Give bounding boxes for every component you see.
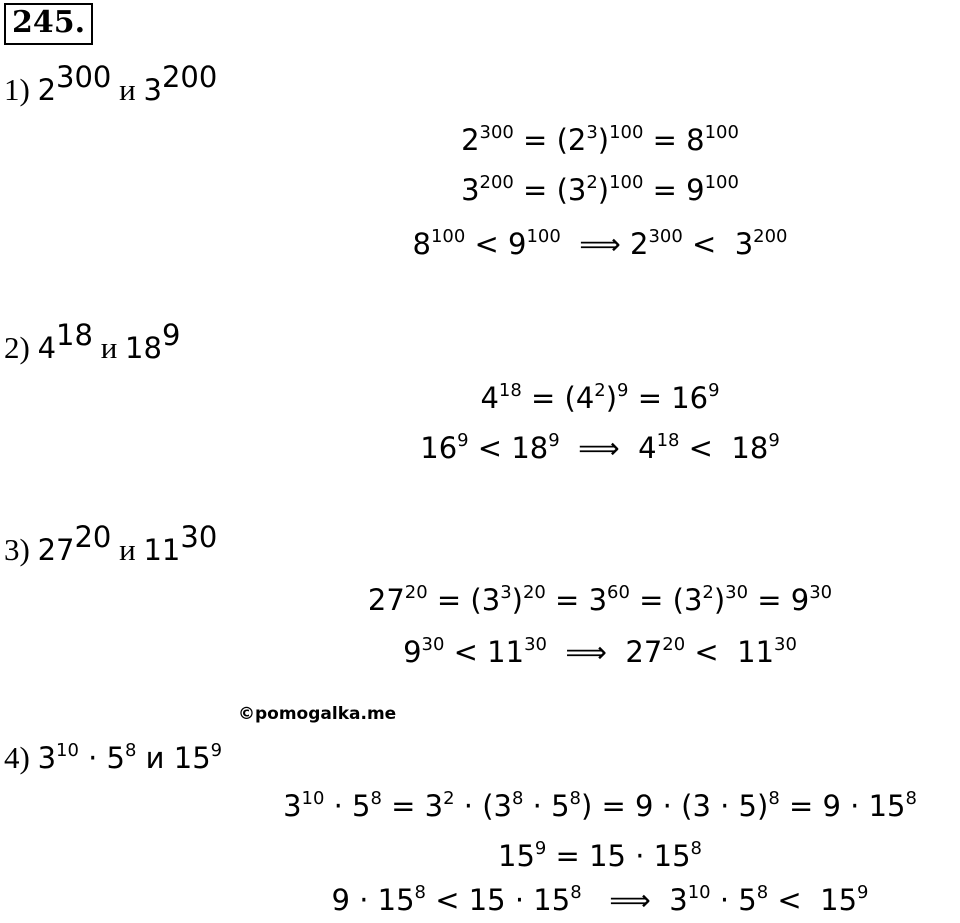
exponent: 30: [809, 582, 833, 604]
exponent: 100: [526, 226, 561, 248]
exponent: 2: [702, 582, 714, 604]
exponent: 2: [594, 380, 606, 402]
math-text: = 3: [545, 583, 608, 617]
exponent: 30: [774, 634, 797, 656]
part-4-label: 4): [4, 740, 30, 775]
exponent: 8: [370, 788, 382, 810]
exponent: 20: [662, 634, 686, 656]
exponent: 100: [609, 122, 644, 144]
exponent: 30: [524, 634, 547, 656]
part-4-line-2: [240, 836, 960, 876]
exponent: 30: [421, 634, 445, 656]
exponent: 9: [617, 380, 629, 402]
math-text: · 5: [710, 883, 757, 917]
part-1-line-1: [240, 120, 960, 160]
math-text: 3: [283, 789, 302, 823]
part-3-b-exp: 30: [180, 520, 218, 555]
exponent: 18: [498, 380, 522, 402]
part-4-task: [38, 741, 223, 775]
math-text: 16: [420, 431, 458, 465]
math-text: = 9: [643, 173, 705, 207]
math-text: = (: [427, 583, 482, 617]
math-text: ): [605, 381, 618, 415]
math-text: ): [511, 583, 523, 617]
math-text: 9: [403, 635, 422, 669]
math-text: < 15 · 15: [425, 883, 571, 917]
exponent: 8: [511, 788, 524, 810]
math-text: < 3: [682, 227, 754, 261]
part-1-a: 2: [37, 73, 57, 107]
part-1-heading: [4, 60, 218, 110]
math-text: < 18: [679, 431, 769, 465]
part-1-line-3: [240, 224, 960, 264]
exponent: 8: [690, 838, 702, 860]
part-2-a: 4: [37, 331, 57, 365]
exponent: 8: [570, 882, 582, 904]
math-text: = 15 · 15: [546, 839, 691, 873]
exponent: 60: [607, 582, 630, 604]
exponent: 8: [905, 788, 917, 810]
exponent: 9: [857, 882, 869, 904]
part-2-conj: и: [100, 330, 118, 365]
part-2-line-1: [240, 378, 960, 418]
math-text: = (: [513, 173, 568, 207]
math-text: 3: [683, 583, 703, 617]
exponent: 100: [430, 226, 466, 248]
part-1-b: 3: [143, 73, 162, 107]
part-2-label: 2): [4, 330, 30, 365]
exponent: 300: [479, 122, 514, 144]
part-3-b: 11: [143, 533, 181, 567]
exponent: 2: [586, 172, 598, 194]
part-2-heading: [4, 318, 181, 368]
part-3-a-exp: 20: [74, 520, 112, 555]
math-text: ⟹ 3: [581, 883, 688, 917]
exponent: 200: [479, 172, 514, 194]
part-4-heading: [4, 738, 222, 778]
part-3-a: 27: [37, 533, 75, 567]
math-text: 4: [575, 381, 595, 415]
math-text: 3: [481, 583, 501, 617]
math-text: · (: [454, 789, 494, 823]
problem-number: 245.: [4, 3, 93, 45]
exponent: 300: [648, 226, 683, 248]
math-text: = 9 · 15: [779, 789, 906, 823]
exponent: 10: [56, 740, 79, 762]
part-3-line-1: [240, 580, 960, 620]
math-text: = 8: [643, 123, 705, 157]
exponent: 30: [725, 582, 749, 604]
math-text: ): [597, 173, 610, 207]
math-text: = 9: [748, 583, 810, 617]
math-text: 9 · 15: [331, 883, 415, 917]
exponent: 9: [768, 430, 780, 452]
part-1-a-exp: 300: [56, 60, 112, 95]
exponent: 200: [753, 226, 788, 248]
math-text: 27: [367, 583, 405, 617]
exponent: 18: [656, 430, 680, 452]
exponent: 100: [704, 122, 739, 144]
part-1-b-exp: 200: [161, 60, 218, 95]
part-2-line-2: [240, 428, 960, 468]
exponent: 2: [443, 788, 455, 810]
math-text: < 9: [465, 227, 527, 261]
math-text: 3: [493, 789, 512, 823]
exponent: 3: [586, 122, 598, 144]
exponent: 20: [522, 582, 546, 604]
math-text: = 3: [381, 789, 444, 823]
exponent: 8: [756, 882, 769, 904]
part-3-label: 3): [4, 532, 30, 567]
exponent: 20: [404, 582, 428, 604]
math-text: · 5: [78, 741, 126, 775]
part-3-conj: и: [119, 532, 136, 567]
part-1-conj: и: [119, 72, 136, 107]
math-text: = 16: [628, 381, 709, 415]
math-text: ) = 9 · (3 · 5): [580, 789, 769, 823]
exponent: 9: [548, 430, 560, 452]
math-text: = (: [521, 381, 576, 415]
math-text: < 18: [468, 431, 549, 465]
math-text: · 5: [523, 789, 570, 823]
exponent: 10: [687, 882, 711, 904]
part-2-b-exp: 9: [161, 318, 181, 353]
math-text: < 15: [768, 883, 858, 917]
math-text: и 15: [136, 741, 211, 775]
exponent: 9: [457, 430, 469, 452]
math-text: ⟹ 4: [559, 431, 657, 465]
math-text: 2: [461, 123, 480, 157]
math-text: 8: [412, 227, 431, 261]
exponent: 9: [534, 838, 547, 860]
exponent: 8: [569, 788, 581, 810]
part-1-line-2: [240, 170, 960, 210]
part-2-a-exp: 18: [56, 318, 93, 353]
part-3-heading: [4, 520, 218, 570]
watermark: ©pomogalka.me: [238, 704, 397, 724]
exponent: 8: [414, 882, 426, 904]
math-text: = (: [629, 583, 684, 617]
math-text: ⟹ 2: [560, 227, 649, 261]
part-4-line-3: [240, 880, 960, 920]
math-text: 3: [461, 173, 480, 207]
exponent: 3: [500, 582, 512, 604]
math-text: 3: [37, 741, 57, 775]
math-text: < 11: [444, 635, 525, 669]
math-text: < 11: [685, 635, 775, 669]
math-text: 15: [498, 839, 535, 873]
math-text: = (: [513, 123, 568, 157]
exponent: 100: [704, 172, 739, 194]
part-3-line-2: [240, 632, 960, 672]
exponent: 8: [125, 740, 137, 762]
exponent: 8: [768, 788, 780, 810]
math-text: 3: [567, 173, 587, 207]
exponent: 9: [708, 380, 720, 402]
exponent: 10: [301, 788, 325, 810]
math-text: · 5: [324, 789, 371, 823]
math-text: 2: [567, 123, 587, 157]
math-text: ⟹ 27: [546, 635, 663, 669]
part-1-label: 1): [4, 72, 30, 107]
exponent: 100: [609, 172, 644, 194]
math-text: ): [713, 583, 726, 617]
math-text: 4: [480, 381, 499, 415]
part-2-b: 18: [125, 331, 162, 365]
part-4-line-1: [240, 786, 960, 826]
exponent: 9: [210, 740, 223, 762]
math-text: ): [597, 123, 610, 157]
